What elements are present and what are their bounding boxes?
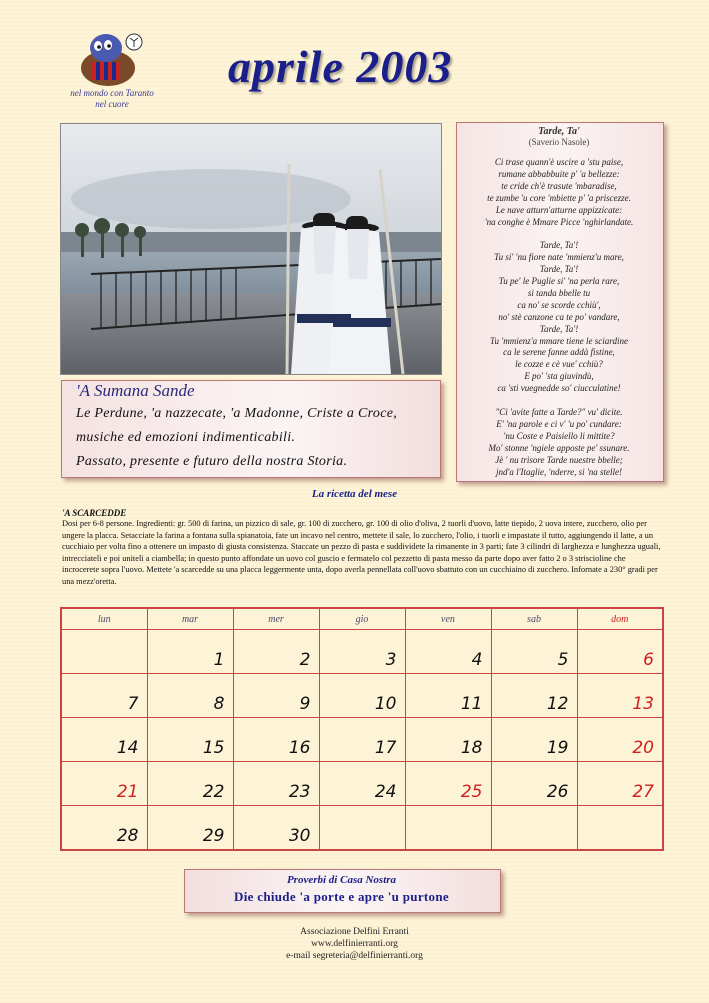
weekday-gio: gio xyxy=(319,608,405,630)
date-cell: 11 xyxy=(405,674,491,718)
calendar-week xyxy=(61,674,663,718)
poem-stanza xyxy=(458,407,660,478)
poem-line: ca le serene fanne addà fistine, xyxy=(503,347,615,358)
poem-line: no' stè canzone ca te po' vandare, xyxy=(498,311,620,322)
date-cell: 19 xyxy=(491,718,577,762)
poem-line: ca no' se scorde cchiù', xyxy=(517,299,601,310)
poem-line: "Ci 'avite fatte a Tarde?" vu' dicite. xyxy=(495,407,623,417)
sumana-title: 'A Sumana Sande xyxy=(76,381,195,400)
calendar-week xyxy=(61,806,663,851)
date-cell: 12 xyxy=(491,674,577,718)
poem-line: Mo' stonne 'ngiele apposte pe' ssunare. xyxy=(488,442,630,453)
calendar-header-row xyxy=(61,608,663,630)
poem-line: si tanda bbelle tu xyxy=(527,287,591,298)
date-cell: 17 xyxy=(319,718,405,762)
logo-caption: nel mondo con Taranto nel cuore xyxy=(70,88,154,109)
date-cell: 8 xyxy=(147,674,233,718)
poem-body xyxy=(458,157,660,478)
weekday-lun: lun xyxy=(61,608,147,630)
date-cell: 10 xyxy=(319,674,405,718)
poem-line: 'nu Coste e Paisiello li mittite? xyxy=(503,430,615,441)
sumana-line: Le Perdune, 'a nazzecate, 'a Madonne, Criste a Croce, xyxy=(76,406,398,421)
date-cell: 29 xyxy=(147,806,233,851)
poem-line: Tu si' 'nu fiore nate 'mmienz'u mare, xyxy=(494,252,624,263)
date-cell: 21 xyxy=(61,762,147,806)
sumana-text xyxy=(76,402,436,474)
date-cell: 20 xyxy=(577,718,663,762)
poem-title: Tarde, Ta' xyxy=(538,126,580,137)
empty-cell xyxy=(491,806,577,851)
empty-cell xyxy=(405,806,491,851)
date-cell: 1 xyxy=(147,630,233,674)
date-cell: 18 xyxy=(405,718,491,762)
footer-org: Associazione Delfini Erranti xyxy=(300,927,409,937)
poem-line: te cride ch'è trasute 'mbaradise, xyxy=(501,180,617,191)
footer-website: www.delfinierranti.org xyxy=(311,939,398,949)
empty-cell xyxy=(61,630,147,674)
date-cell: 13 xyxy=(577,674,663,718)
weekday-sab: sab xyxy=(491,608,577,630)
poem-line: Jè ' nu trisore Tarde nuestre bbelle; xyxy=(495,454,623,465)
footer xyxy=(0,926,709,962)
date-cell: 15 xyxy=(147,718,233,762)
date-cell: 3 xyxy=(319,630,405,674)
date-cell: 23 xyxy=(233,762,319,806)
date-cell: 9 xyxy=(233,674,319,718)
footer-email: e-mail segreteria@delfinierranti.org xyxy=(286,951,423,961)
weekday-mer: mer xyxy=(233,608,319,630)
date-cell: 25 xyxy=(405,762,491,806)
photo-penitents xyxy=(60,123,442,375)
recipe-heading: La ricetta del mese xyxy=(311,488,398,500)
date-cell: 4 xyxy=(405,630,491,674)
poem-line: jnd'a l'Itaglie, 'nderre, si 'na stelle! xyxy=(495,466,623,477)
logo xyxy=(72,28,148,90)
sumana-line: Passato, presente e futuro della nostra Storia. xyxy=(76,454,348,469)
empty-cell xyxy=(577,806,663,851)
poem-line: 'na conghe è Mmare Picce 'nghirlandate. xyxy=(484,216,634,227)
sumana-line: musiche ed emozioni indimenticabili. xyxy=(76,430,296,445)
date-cell: 27 xyxy=(577,762,663,806)
poem-line: ca 'sti vuegnedde so' ciucculatine! xyxy=(497,383,621,394)
proverb-text: Die chiude 'a porte e apre 'u purtone xyxy=(234,889,449,904)
poem-line: rumane abbabbuite p' 'a bellezze: xyxy=(498,168,620,179)
calendar-grid xyxy=(60,607,664,851)
weekday-mar: mar xyxy=(147,608,233,630)
page-title: aprile 2003 xyxy=(228,41,453,92)
recipe-text: Dosi per 6-8 persone. Ingredienti: gr. 500 di farina, un pizzico di sale, gr. 100 di zucchero, gr. 100 di olio d'oliva, 2 tuorli d'uovo, latte tiepido, 2 uova intere, zucchero, olio per ungere la placca. Setacciate la farina a fontana sulla spianatoia, fate un incavo nel centro, mettete il sale, lo zucchero, l'olio, i tuorli e impastate il tutto, aggiungendo il latte, a un cucchiaio per volta fino a ottenere un impasto di giusta consistenza. Staccate un pezzo di pasta e suddividete la rimanente in 3 parti; fate 3 cilindri di larghezza e lunghezza uguali, intrecciateli e poi uniteli a ciambella; in questo punto affondate un uovo col guscio e fermatelo col pezzetto di pasta messo da parte dopo aver fatto 2 o 3 striscioline che incrocerete sopra l'uovo. Mettete 'a scarcedde su una placca leggermente unta, dopo averla pennellata coll'uovo sbattuto con un cucchiaino di zucchero. Infornate a 230° gradi per una mezz'oretta. xyxy=(62,519,661,586)
date-cell: 6 xyxy=(577,630,663,674)
poem-line: Ci trase quann'è uscire a 'stu paise, xyxy=(494,157,624,167)
empty-cell xyxy=(319,806,405,851)
date-cell: 28 xyxy=(61,806,147,851)
calendar-body xyxy=(61,630,663,851)
poem-line: Tarde, Ta'! xyxy=(539,240,579,251)
date-cell: 16 xyxy=(233,718,319,762)
weekday-dom: dom xyxy=(577,608,663,630)
recipe-name: 'A SCARCEDDE xyxy=(62,508,127,518)
date-cell: 30 xyxy=(233,806,319,851)
poem-author: (Saverio Nasole) xyxy=(528,137,590,147)
date-cell: 24 xyxy=(319,762,405,806)
poem-stanza xyxy=(458,157,660,228)
calendar-week xyxy=(61,718,663,762)
poem-line: Le nave atturn'atturne appizzicate: xyxy=(495,204,623,215)
poem-line: le cozze e cè vue' cchiù? xyxy=(515,359,603,370)
poem-line: Tu pe' le Puglie si' 'na perla rare, xyxy=(498,276,620,287)
poem-line: te zumbe 'u core 'mbiette p' 'a priscezze. xyxy=(487,192,631,203)
date-cell: 5 xyxy=(491,630,577,674)
poem-line: Tarde, Ta'! xyxy=(539,264,579,275)
weekday-ven: ven xyxy=(405,608,491,630)
poem-line: Tu 'mmienz'a mmare tiene le sciardine xyxy=(490,335,628,346)
poem-line: Tarde, Ta'! xyxy=(539,323,579,334)
date-cell: 2 xyxy=(233,630,319,674)
calendar-week xyxy=(61,630,663,674)
proverb-title: Proverbi di Casa Nostra xyxy=(286,874,397,886)
date-cell: 22 xyxy=(147,762,233,806)
date-cell: 26 xyxy=(491,762,577,806)
poem-line: E' 'na parole e ci v' 'u po' cundare: xyxy=(496,418,622,429)
calendar-week xyxy=(61,762,663,806)
date-cell: 14 xyxy=(61,718,147,762)
date-cell: 7 xyxy=(61,674,147,718)
poem-line: E po' 'sta giuvindù, xyxy=(524,371,594,382)
poem-stanza xyxy=(458,240,660,395)
